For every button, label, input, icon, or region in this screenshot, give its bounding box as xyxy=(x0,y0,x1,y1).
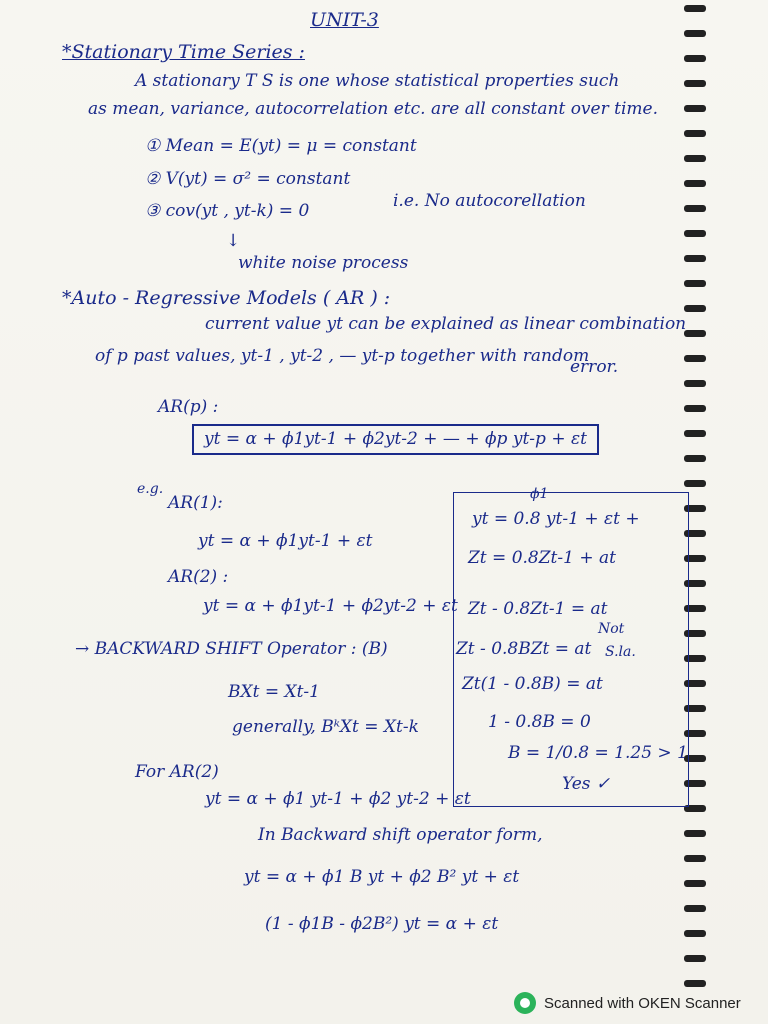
ar1-formula: yt = α + ϕ1yt-1 + εt xyxy=(198,531,373,551)
backshift-equation-final: (1 - ϕ1B - ϕ2B²) yt = α + εt xyxy=(265,914,499,934)
down-arrow-icon: ↓ xyxy=(226,231,241,251)
stationary-definition-line1: A stationary T S is one whose statistical properties such xyxy=(135,71,620,91)
side-box-line2: Zt = 0.8Zt-1 + at xyxy=(468,548,616,568)
for-ar2-label: For AR(2) xyxy=(135,762,219,782)
stationary-definition-line2: as mean, variance, autocorrelation etc. are all constant over time. xyxy=(88,99,658,119)
ar-description-line1: current value yt can be explained as linear combination xyxy=(205,314,687,334)
white-noise-label: white noise process xyxy=(238,253,409,273)
property-mean: ① Mean = E(yt) = μ = constant xyxy=(145,136,417,156)
ar1-label: AR(1): xyxy=(168,493,223,513)
scanner-logo-icon xyxy=(514,992,536,1014)
ar-heading: *Auto - Regressive Models ( AR ) : xyxy=(62,287,391,309)
side-box-line3: Zt - 0.8Zt-1 = at xyxy=(468,599,608,619)
property-covariance: ③ cov(yt , yt-k) = 0 xyxy=(145,201,310,221)
ar2-formula: yt = α + ϕ1yt-1 + ϕ2yt-2 + εt xyxy=(203,596,458,616)
scanner-watermark xyxy=(514,990,741,1016)
ar2-equation: yt = α + ϕ1 yt-1 + ϕ2 yt-2 + εt xyxy=(205,789,471,809)
side-box-line1: yt = 0.8 yt-1 + εt + xyxy=(472,509,640,529)
backshift-heading: → BACKWARD SHIFT Operator : (B) xyxy=(75,639,388,659)
side-box-phi-note: ϕ1 xyxy=(530,486,549,502)
side-box-line8: Yes ✓ xyxy=(562,774,611,794)
ar-description-line3: error. xyxy=(570,357,619,377)
side-box-line7: B = 1/0.8 = 1.25 > 1 xyxy=(508,743,688,763)
ar-description-line2: of p past values, yt-1 , yt-2 , — yt-p together with random xyxy=(95,346,590,366)
ar2-label: AR(2) : xyxy=(168,567,229,587)
stationary-heading: *Stationary Time Series : xyxy=(62,41,305,63)
backshift-equation: yt = α + ϕ1 B yt + ϕ2 B² yt + εt xyxy=(244,867,520,887)
backshift-form-label: In Backward shift operator form, xyxy=(258,825,543,845)
side-box-line6: 1 - 0.8B = 0 xyxy=(488,712,591,732)
example-label: e.g. xyxy=(137,481,164,497)
scanner-label: Scanned with OKEN Scanner xyxy=(544,994,741,1012)
backshift-generally: generally, BᵏXt = Xt-k xyxy=(232,717,419,737)
side-box-margin-note1: Not xyxy=(598,621,625,637)
property-covariance-note: i.e. No autocorellation xyxy=(393,191,586,211)
backshift-definition: BXt = Xt-1 xyxy=(228,682,320,702)
ar-p-formula: yt = α + ϕ1yt-1 + ϕ2yt-2 + — + ϕp yt-p + εt xyxy=(192,424,599,455)
side-box-line5: Zt(1 - 0.8B) = at xyxy=(462,674,603,694)
property-variance: ② V(yt) = σ² = constant xyxy=(145,169,351,189)
side-box-margin-note2: S.la. xyxy=(605,644,636,660)
side-box-line4: Zt - 0.8BZt = at xyxy=(456,639,592,659)
unit-title: UNIT-3 xyxy=(310,9,379,31)
ar-p-label: AR(p) : xyxy=(158,397,219,417)
